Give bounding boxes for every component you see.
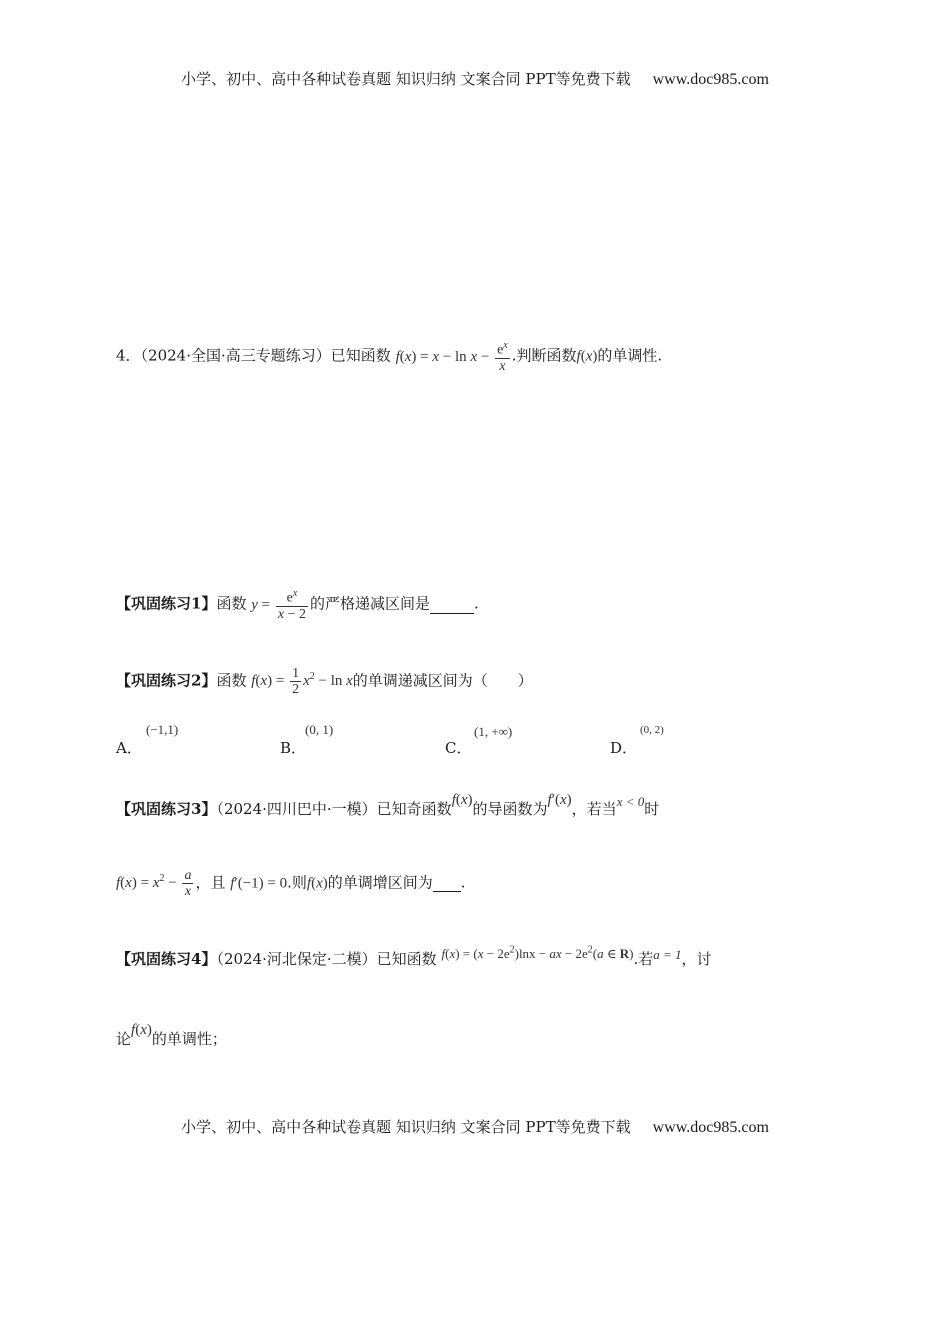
p3-line2-tail: 的单调增区间为 [327,873,433,892]
p4-source: （2024·河北保定·二模） [216,950,377,968]
practice-4-line-1 [116,944,712,969]
p4-lead: 已知函数 [376,950,437,968]
p2-formula: f(x) = $\frac{1}{2}$ $x^2 - \ln x$ [251,666,353,698]
footer-text: 小学、初中、高中各种试卷真题 知识归纳 文案合同 PPT等免费下载 [181,1118,631,1136]
practice-1 [116,588,479,622]
practice-3-line-1 [116,792,660,819]
p3-lead: 已知奇函数 [376,800,452,818]
p4-line2-a: 论 [116,1030,132,1048]
footer-url[interactable]: www.doc985.com [652,1119,769,1136]
p1-answer-blank[interactable] [430,595,474,614]
p3-then: .则 [287,873,307,892]
p3-and: ，且 [195,873,226,892]
q4-source: （2024·全国·高三专题练习） [140,346,331,365]
option-c-label: C． [445,739,472,757]
p4-tag: 【巩固练习4】 [116,950,217,968]
p3-fx: f(x) [451,792,473,808]
p3-cond: x < 0 [616,794,645,809]
practice-4-line-2 [116,1022,227,1049]
q4-lead: 已知函数 [330,346,391,365]
p4-end1: ，讨 [681,950,712,968]
question-4 [116,340,662,374]
p3-answer-blank[interactable] [433,873,461,892]
header-text: 小学、初中、高中各种试卷真题 知识归纳 文案合同 PPT等免费下载 [181,70,631,88]
option-c-value: (1, +∞) [474,724,513,739]
p3-end: . [460,873,466,892]
p4-aval: a = 1 [653,947,682,962]
option-a[interactable] [116,737,142,758]
p4-formula: $f(x) = (x - 2e^2)\ln x$ − ax − $2e^2(a$ ∈ R) [441,944,634,961]
option-a-label: A． [116,739,142,757]
option-a-value: (−1,1) [146,722,179,737]
p3-end1: 时 [644,800,660,818]
header-url[interactable]: www.doc985.com [652,71,769,88]
practice-3-line-2 [116,868,466,900]
p4-line2-b: 的单调性； [151,1030,227,1048]
p1-tag: 【巩固练习1】 [116,594,217,613]
p1-lead: 函数 [216,594,247,613]
option-d-label: D． [610,739,638,757]
p3-mid: 的导函数为 [472,800,548,818]
q4-number: 4． [116,346,141,365]
q4-formula: f(x) = x − ln x − $\frac{e^x}{x}$ [395,340,508,375]
p4-fx: f(x) [131,1022,152,1038]
p3-tag: 【巩固练习3】 [116,800,217,818]
p3-formula: $f(x) = x^2$ − $\frac{a}{x}$ [116,868,192,900]
option-c[interactable] [445,737,471,758]
p2-tag: 【巩固练习2】 [116,671,217,690]
p2-tail: 的单调递减区间为（ ） [352,671,533,690]
p2-lead: 函数 [216,671,247,690]
option-b-value: (0, 1) [305,722,334,737]
p3-condition: f′(−1) = 0 [230,875,288,892]
q4-tail: 的单调性. [597,346,663,365]
option-b-label: B． [280,739,307,757]
p1-tail: 的严格递减区间是 [310,594,431,613]
p4-ifa: .若 [633,950,654,968]
p3-source: （2024·四川巴中·一模） [216,800,377,818]
p3-fprime: f′(x) [547,792,572,808]
page-footer [0,1116,950,1137]
p3-mid2: ，若当 [571,800,617,818]
p1-end: . [474,594,479,613]
p3-fx-2: f(x) [306,875,328,892]
p1-formula: y = $\frac{e^x}{x - 2}$ [251,588,307,623]
option-d-value: (0, 2) [640,724,664,736]
practice-2 [116,666,533,698]
q4-fx: f(x) [576,348,598,365]
page-header [0,68,950,89]
q4-tail-pre: .判断函数 [511,346,577,365]
option-b[interactable] [280,737,306,758]
option-d[interactable] [610,737,637,758]
